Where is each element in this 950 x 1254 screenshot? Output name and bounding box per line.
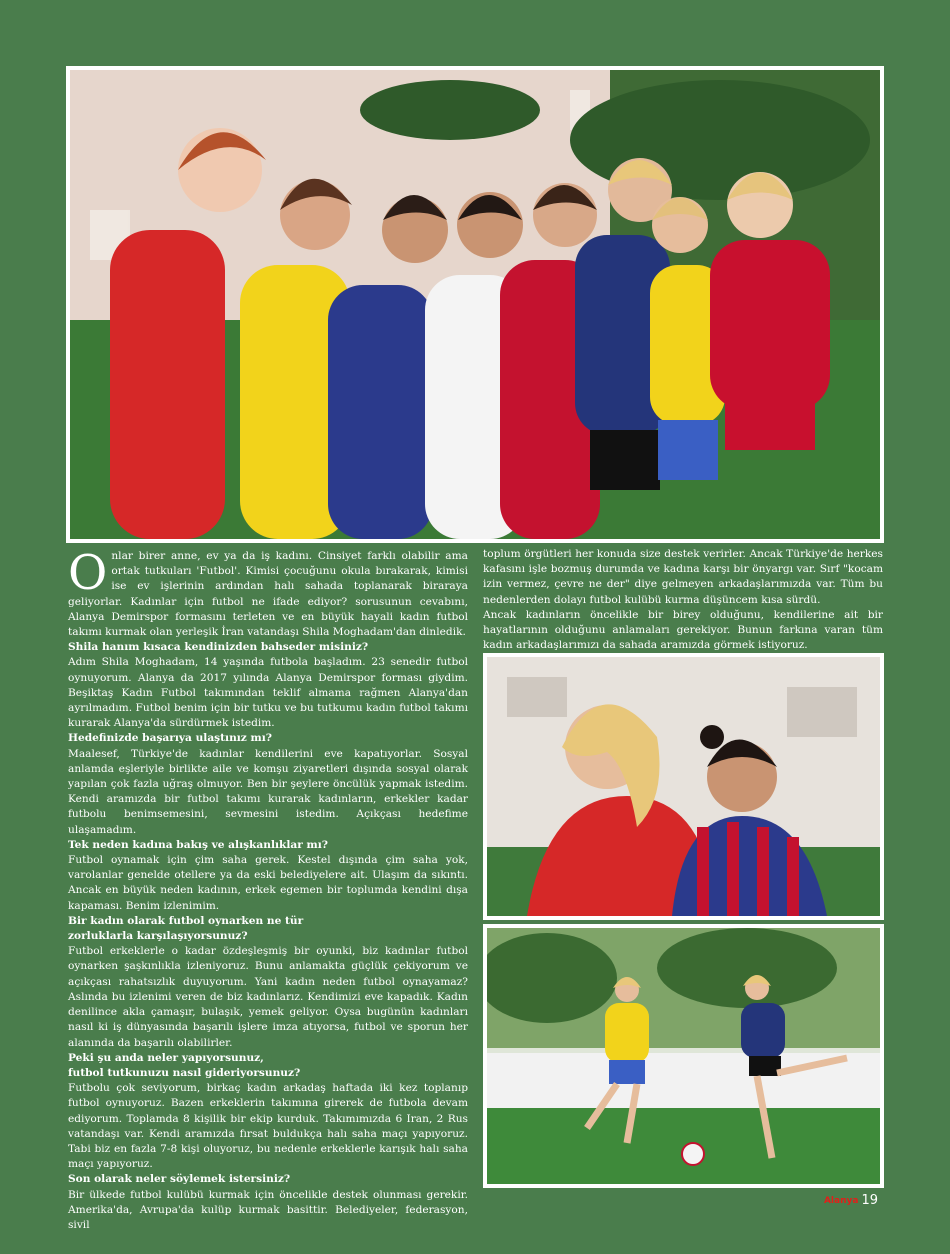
answer-4: Futbol erkeklerle o kadar özdeşleşmiş bir oyunki, biz kadınlar futbol oynarken şaşkınlıkla izleniyoruz. Bunu anlamakta güçlük çekiyorum ve açıkçası rahatsızlık duyuyorum. Yani kadın neden futbol oynayamaz? Aslında bu izlenimi veren de biz kadınlarız. Kendimizi eve kapadık. Kadın denilince akla çamaşır, bulaşık, yemek geliyor. Oysa bugünün kadınları nasıl ki iş dünyasında başarılı işlere imza atıyorsa, futbol ve sporun her alanında da başarılı olabilirler. — [68, 945, 468, 1049]
article-right-column — [483, 547, 883, 653]
question-5-line-2: futbol tutkunuzu nasıl gideriyorsunuz? — [68, 1066, 301, 1079]
team-photo-illustration — [70, 70, 880, 539]
drop-cap: O — [68, 545, 108, 601]
question-4-line-1: Bir kadın olarak futbol oynarken ne tür — [68, 914, 304, 927]
question-4-line-2: zorluklarla karşılaşıyorsunuz? — [68, 930, 248, 943]
question-3: Tek neden kadına bakış ve alışkanlıklar mı? — [68, 838, 328, 851]
team-photo — [66, 66, 884, 543]
question-2: Hedefinizde başarıya ulaştınız mı? — [68, 732, 272, 745]
article-left-column — [68, 545, 468, 1233]
question-1: Shila hanım kısaca kendinizden bahseder misiniz? — [68, 641, 369, 654]
page-footer — [824, 1193, 878, 1208]
answer-6-continued: toplum örgütleri her konuda size destek verirler. Ancak Türkiye'de herkes kafasını işle bozmuş durumda ve kadına karşı bir önyargı var. Sırf "kocam izin vermez, çevre ne der" diye gelmeyen arkadaşlarımızda var. Tüm bu nedenlerden dolayı futbol kulübü kurma düşüncem kısa sürdü. — [483, 548, 883, 606]
answer-1: Adım Shila Moghadam, 14 yaşında futbola başladım. 23 senedir futbol oynuyorum. Alanya da 2017 yılında Alanya Demirspor forması giydim. Beşiktaş Kadın Futbol takımından teklif almama rağmen Alanya'dan ayrılmadım. Futbol benim için bir tutku ve bu tutkumu kadın futbol takımı kurarak Alanya'da sürdürmek istedim. — [68, 656, 468, 730]
pitch-action-photo — [483, 924, 884, 1188]
answer-6: Bir ülkede futbol kulübü kurmak için öncelikle destek olunması gerekir. Amerika'da, Avrupa'da kulüp kurmak basittir. Belediyeler, federasyon, sivil — [68, 1188, 468, 1231]
answer-3: Futbol oynamak için çim saha gerek. Kestel dışında çim saha yok, varolanlar genelde otellere ya da eski belediyelere ait. Ulaşım da sıkıntı. Ancak en büyük neden kadının, erkek egemen bir toplumda kendini dışa kapaması. Benim izlenimim. — [68, 854, 468, 912]
two-players-illustration — [487, 657, 880, 916]
intro-text: nlar birer anne, ev ya da iş kadını. Cinsiyet farklı olabilir ama ortak tutkuları 'Futbol'. Kimisi çocuğunu okula bırakarak, kimisi ise ev işlerinin ardından halı sahada toplanarak biraraya geliyorlar. Kadınlar için futbol ne ifade ediyor? sorusunun cevabını, Alanya Demirspor formasını terleten ve en büyük hayali kadın futbol takımı kurmak olan yerleşik İran vatandaşı Shila Moghadam'dan dinledik. — [68, 550, 468, 639]
pitch-action-illustration — [487, 928, 880, 1184]
question-5-line-1: Peki şu anda neler yapıyorsunuz, — [68, 1051, 264, 1064]
page-number: 19 — [861, 1193, 878, 1208]
closing-paragraph: Ancak kadınların öncelikle bir birey olduğunu, kendilerine ait bir hayatlarının olduğunu anlamaları gerekiyor. Bunun farkına varan tüm kadın arkadaşlarımızı da sahada aramızda görmek istiyoruz. — [483, 608, 883, 652]
magazine-logo: Alanya — [823, 1195, 859, 1206]
answer-2: Maalesef, Türkiye'de kadınlar kendilerini eve kapatıyorlar. Sosyal anlamda eşleriyle birlikte aile ve komşu ziyaretleri dışında sosyal olarak yapılan çok fazla uğraş olmuyor. Ben bir şeylere öncülük yapmak istedim. Kendi aramızda bir futbol takımı kurarak kadınların, erkekler kadar futbolu benimsemesini, sevmesini istedim. Açıkçası hedefime ulaşamadım. — [68, 747, 468, 836]
article-intro — [68, 545, 468, 640]
two-players-photo — [483, 653, 884, 920]
answer-5: Futbolu çok seviyorum, birkaç kadın arkadaş haftada iki kez toplanıp futbol oynuyoruz. Bazen erkeklerin takımına girerek de futbola devam ediyorum. Toplamda 8 kişilik bir ekip kurduk. Takımımızda 6 Iran, 2 Rus vatandaşı var. Kendi aramızda fırsat buldukça halı saha maçı yapıyoruz. Tabi biz en fazla 7-8 kişi oluyoruz, bu nedenle erkeklerle karışık halı saha maçı yapıyoruz. — [68, 1082, 468, 1171]
question-6: Son olarak neler söylemek istersiniz? — [68, 1173, 291, 1186]
